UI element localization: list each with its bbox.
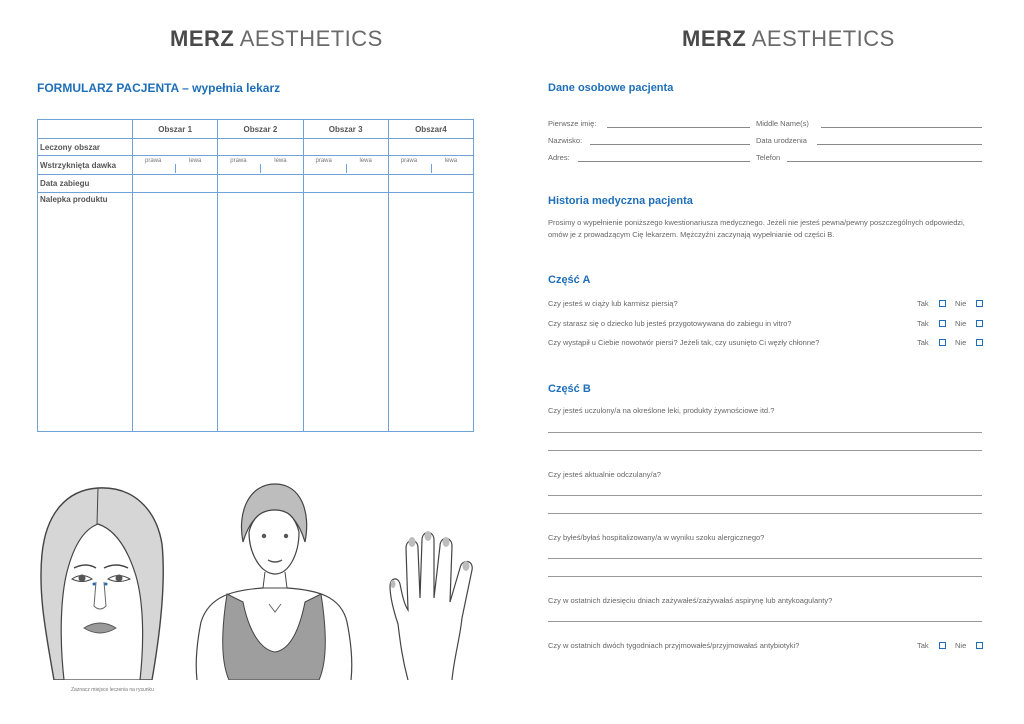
answer-line-b4-1[interactable] bbox=[548, 621, 982, 622]
surname-label: Nazwisko: bbox=[548, 136, 583, 145]
face-closeup-icon[interactable] bbox=[36, 484, 168, 680]
cell-area-4[interactable] bbox=[388, 139, 473, 156]
cell-dose-2[interactable] bbox=[218, 156, 303, 175]
cell-date-2[interactable] bbox=[218, 175, 303, 193]
question-a2: Czy starasz się o dziecko lub jesteś przygotowywana do zabiegu in vitro? bbox=[548, 319, 792, 328]
cell-date-4[interactable] bbox=[388, 175, 473, 193]
checkbox-a2-yes[interactable] bbox=[939, 320, 946, 327]
medical-history-intro: Prosimy o wypełnienie poniższego kwestionariusza medycznego. Jeżeli nie jesteś pewna/pewny poszczególnych odpowiedzi, omów je z prowadzącym Cię lekarzem. Mężczyźni zaczynają wypełnianie od części B. bbox=[548, 218, 965, 239]
cell-date-1[interactable] bbox=[133, 175, 218, 193]
cell-date-3[interactable] bbox=[303, 175, 388, 193]
row-label-treatment-date: Data zabiegu bbox=[38, 175, 133, 193]
question-b1: Czy jesteś uczulony/a na określone leki, produkty żywnościowe itd.? bbox=[548, 406, 775, 415]
row-label-treated-area: Leczony obszar bbox=[38, 139, 133, 156]
merz-logo-left: MERZ AESTHETICS bbox=[170, 26, 383, 51]
question-a3: Czy wystąpił u Ciebie nowotwór piersi? Jeżeli tak, czy usunięto Ci węzły chłonne? bbox=[548, 338, 820, 347]
no-label: Nie bbox=[955, 319, 967, 328]
cell-sticker-2[interactable] bbox=[218, 193, 303, 432]
drawing-note: Zaznacz miejsce leczenia na rysunku bbox=[71, 687, 154, 693]
phone-label: Telefon bbox=[756, 153, 781, 162]
hand-icon[interactable] bbox=[388, 528, 480, 680]
side-right-label: prawa bbox=[145, 158, 162, 164]
dob-line[interactable] bbox=[817, 144, 982, 145]
surname-line[interactable] bbox=[590, 144, 750, 145]
answer-line-b1-2[interactable] bbox=[548, 450, 982, 451]
treatment-table bbox=[37, 119, 474, 432]
cell-area-1[interactable] bbox=[133, 139, 218, 156]
cell-area-3[interactable] bbox=[303, 139, 388, 156]
middle-name-line[interactable] bbox=[821, 127, 982, 128]
question-b2: Czy jesteś aktualnie odczulany/a? bbox=[548, 470, 661, 479]
part-a-heading: Część A bbox=[548, 274, 591, 286]
yes-label: Tak bbox=[917, 641, 929, 650]
first-name-label: Pierwsze imię: bbox=[548, 119, 597, 128]
answer-line-b1-1[interactable] bbox=[548, 432, 982, 433]
checkbox-a1-yes[interactable] bbox=[939, 300, 946, 307]
checkbox-a3-yes[interactable] bbox=[939, 339, 946, 346]
cell-dose-3[interactable] bbox=[303, 156, 388, 175]
no-label: Nie bbox=[955, 641, 967, 650]
row-label-product-sticker: Nalepka produktu bbox=[38, 193, 133, 432]
side-left-label: lewa bbox=[274, 158, 287, 164]
checkbox-a3-no[interactable] bbox=[976, 339, 983, 346]
answer-line-b2-1[interactable] bbox=[548, 495, 982, 496]
address-label: Adres: bbox=[548, 153, 570, 162]
cell-dose-1[interactable] bbox=[133, 156, 218, 175]
dob-label: Data urodzenia bbox=[756, 136, 807, 145]
question-b5: Czy w ostatnich dwóch tygodniach przyjmowałeś/przyjmowałaś antybiotyki? bbox=[548, 641, 800, 650]
yes-label: Tak bbox=[917, 299, 929, 308]
side-right-label: prawa bbox=[315, 158, 332, 164]
column-header-area-2: Obszar 2 bbox=[218, 120, 303, 139]
side-right-label: prawa bbox=[230, 158, 247, 164]
question-b4: Czy w ostatnich dziesięciu dniach zażywałeś/zażywałaś aspirynę lub antykoagulanty? bbox=[548, 596, 833, 605]
question-b3: Czy byłeś/byłaś hospitalizowany/a w wyniku szoku alergicznego? bbox=[548, 533, 765, 542]
no-label: Nie bbox=[955, 299, 967, 308]
side-left-label: lewa bbox=[359, 158, 372, 164]
no-label: Nie bbox=[955, 338, 967, 347]
answer-line-b3-1[interactable] bbox=[548, 558, 982, 559]
row-label-injected-dose: Wstrzyknięta dawka bbox=[38, 156, 133, 175]
checkbox-a2-no[interactable] bbox=[976, 320, 983, 327]
side-left-label: lewa bbox=[444, 158, 458, 164]
answer-line-b2-2[interactable] bbox=[548, 513, 982, 514]
upper-body-icon[interactable] bbox=[193, 482, 355, 680]
cell-sticker-3[interactable] bbox=[303, 193, 388, 432]
table-corner bbox=[38, 120, 133, 139]
checkbox-b5-yes[interactable] bbox=[939, 642, 946, 649]
cell-area-2[interactable] bbox=[218, 139, 303, 156]
yes-label: Tak bbox=[917, 319, 929, 328]
part-b-heading: Część B bbox=[548, 383, 591, 395]
checkbox-b5-no[interactable] bbox=[976, 642, 983, 649]
checkbox-a1-no[interactable] bbox=[976, 300, 983, 307]
phone-line[interactable] bbox=[787, 161, 982, 162]
address-line[interactable] bbox=[578, 161, 750, 162]
cell-sticker-1[interactable] bbox=[133, 193, 218, 432]
cell-dose-4[interactable] bbox=[388, 156, 473, 175]
yes-label: Tak bbox=[917, 338, 929, 347]
side-left-label: lewa bbox=[189, 158, 202, 164]
answer-line-b3-2[interactable] bbox=[548, 576, 982, 577]
medical-history-heading: Historia medyczna pacjenta bbox=[548, 195, 693, 207]
form-title: FORMULARZ PACJENTA – wypełnia lekarz bbox=[37, 81, 281, 95]
question-a1: Czy jesteś w ciąży lub karmisz piersią? bbox=[548, 299, 678, 308]
middle-name-label: Middle Name(s) bbox=[756, 119, 809, 128]
first-name-line[interactable] bbox=[607, 127, 750, 128]
column-header-area-1: Obszar 1 bbox=[133, 120, 218, 139]
column-header-area-3: Obszar 3 bbox=[303, 120, 388, 139]
cell-sticker-4[interactable] bbox=[388, 193, 473, 432]
column-header-area-4: Obszar4 bbox=[388, 120, 473, 139]
personal-data-heading: Dane osobowe pacjenta bbox=[548, 82, 674, 94]
side-right-label: prawa bbox=[400, 158, 418, 164]
merz-logo-right: MERZ AESTHETICS bbox=[682, 26, 895, 51]
